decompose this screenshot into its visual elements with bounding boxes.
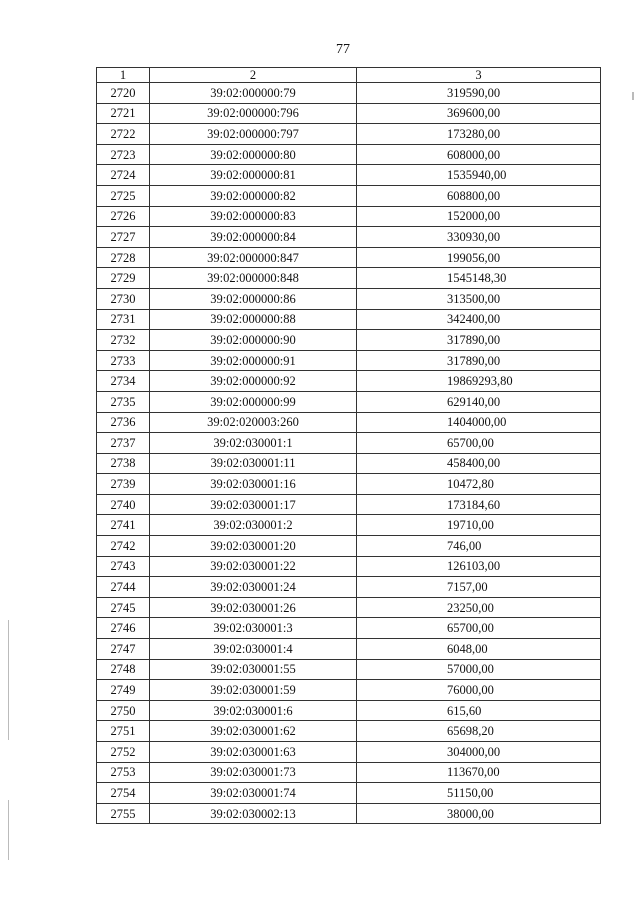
value-cell: 319590,00 <box>357 83 601 104</box>
table-row <box>97 227 601 248</box>
table-row <box>97 680 601 701</box>
row-index-cell: 2720 <box>97 83 150 104</box>
row-index-cell: 2752 <box>97 742 150 763</box>
value-cell: 113670,00 <box>357 762 601 783</box>
row-index-cell: 2735 <box>97 391 150 412</box>
table-row <box>97 515 601 536</box>
value-cell: 51150,00 <box>357 783 601 804</box>
cadastral-number-cell: 39:02:000000:88 <box>150 309 357 330</box>
value-cell: 173280,00 <box>357 124 601 145</box>
page-number: 77 <box>336 42 350 57</box>
table-header <box>97 68 601 83</box>
value-cell: 152000,00 <box>357 206 601 227</box>
row-index-cell: 2721 <box>97 103 150 124</box>
table-row <box>97 144 601 165</box>
row-index-cell: 2742 <box>97 536 150 557</box>
cadastral-number-cell: 39:02:000000:797 <box>150 124 357 145</box>
registry-table <box>96 67 601 824</box>
cadastral-number-cell: 39:02:030001:20 <box>150 536 357 557</box>
value-cell: 1545148,30 <box>357 268 601 289</box>
table-row <box>97 330 601 351</box>
value-cell: 608000,00 <box>357 144 601 165</box>
cadastral-number-cell: 39:02:030001:17 <box>150 494 357 515</box>
table-row <box>97 618 601 639</box>
value-cell: 629140,00 <box>357 391 601 412</box>
cadastral-number-cell: 39:02:030001:6 <box>150 700 357 721</box>
row-index-cell: 2753 <box>97 762 150 783</box>
value-cell: 126103,00 <box>357 556 601 577</box>
row-index-cell: 2755 <box>97 803 150 824</box>
table-row <box>97 412 601 433</box>
table-row <box>97 206 601 227</box>
registry-table-container <box>96 67 600 824</box>
row-index-cell: 2723 <box>97 144 150 165</box>
row-index-cell: 2746 <box>97 618 150 639</box>
value-cell: 317890,00 <box>357 350 601 371</box>
row-index-cell: 2724 <box>97 165 150 186</box>
cadastral-number-cell: 39:02:030001:4 <box>150 639 357 660</box>
cadastral-number-cell: 39:02:030001:16 <box>150 474 357 495</box>
cadastral-number-cell: 39:02:000000:99 <box>150 391 357 412</box>
table-row <box>97 721 601 742</box>
table-row <box>97 556 601 577</box>
row-index-cell: 2747 <box>97 639 150 660</box>
value-cell: 7157,00 <box>357 577 601 598</box>
cadastral-number-cell: 39:02:000000:796 <box>150 103 357 124</box>
cadastral-number-cell: 39:02:030001:26 <box>150 597 357 618</box>
table-row <box>97 536 601 557</box>
scan-margin-mark <box>8 620 9 740</box>
row-index-cell: 2737 <box>97 433 150 454</box>
cadastral-number-cell: 39:02:000000:847 <box>150 247 357 268</box>
row-index-cell: 2734 <box>97 371 150 392</box>
table-body <box>97 83 601 824</box>
cadastral-number-cell: 39:02:000000:79 <box>150 83 357 104</box>
value-cell: 65700,00 <box>357 433 601 454</box>
value-cell: 19869293,80 <box>357 371 601 392</box>
row-index-cell: 2748 <box>97 659 150 680</box>
table-row <box>97 391 601 412</box>
table-row <box>97 659 601 680</box>
row-index-cell: 2740 <box>97 494 150 515</box>
value-cell: 746,00 <box>357 536 601 557</box>
table-row <box>97 700 601 721</box>
value-cell: 1404000,00 <box>357 412 601 433</box>
column-header-3: 3 <box>357 68 601 83</box>
row-index-cell: 2738 <box>97 453 150 474</box>
row-index-cell: 2745 <box>97 597 150 618</box>
table-row <box>97 577 601 598</box>
table-row <box>97 474 601 495</box>
row-index-cell: 2739 <box>97 474 150 495</box>
cadastral-number-cell: 39:02:000000:848 <box>150 268 357 289</box>
table-row <box>97 83 601 104</box>
cadastral-number-cell: 39:02:000000:86 <box>150 288 357 309</box>
column-header-1: 1 <box>97 68 150 83</box>
table-row <box>97 247 601 268</box>
row-index-cell: 2727 <box>97 227 150 248</box>
table-row <box>97 371 601 392</box>
value-cell: 608800,00 <box>357 185 601 206</box>
row-index-cell: 2722 <box>97 124 150 145</box>
row-index-cell: 2751 <box>97 721 150 742</box>
cadastral-number-cell: 39:02:030001:59 <box>150 680 357 701</box>
table-row <box>97 597 601 618</box>
value-cell: 65700,00 <box>357 618 601 639</box>
value-cell: 304000,00 <box>357 742 601 763</box>
cadastral-number-cell: 39:02:030001:62 <box>150 721 357 742</box>
table-row <box>97 309 601 330</box>
row-index-cell: 2725 <box>97 185 150 206</box>
value-cell: 615,60 <box>357 700 601 721</box>
row-index-cell: 2732 <box>97 330 150 351</box>
value-cell: 313500,00 <box>357 288 601 309</box>
value-cell: 38000,00 <box>357 803 601 824</box>
cadastral-number-cell: 39:02:000000:92 <box>150 371 357 392</box>
row-index-cell: 2750 <box>97 700 150 721</box>
cadastral-number-cell: 39:02:030001:74 <box>150 783 357 804</box>
cadastral-number-cell: 39:02:030001:73 <box>150 762 357 783</box>
value-cell: 10472,80 <box>357 474 601 495</box>
table-row <box>97 494 601 515</box>
table-row <box>97 433 601 454</box>
value-cell: 330930,00 <box>357 227 601 248</box>
row-index-cell: 2741 <box>97 515 150 536</box>
row-index-cell: 2729 <box>97 268 150 289</box>
table-row <box>97 165 601 186</box>
table-row <box>97 103 601 124</box>
row-index-cell: 2730 <box>97 288 150 309</box>
cadastral-number-cell: 39:02:030001:63 <box>150 742 357 763</box>
table-row <box>97 803 601 824</box>
table-row <box>97 288 601 309</box>
cadastral-number-cell: 39:02:020003:260 <box>150 412 357 433</box>
cadastral-number-cell: 39:02:000000:84 <box>150 227 357 248</box>
table-row <box>97 783 601 804</box>
value-cell: 173184,60 <box>357 494 601 515</box>
value-cell: 57000,00 <box>357 659 601 680</box>
cadastral-number-cell: 39:02:000000:82 <box>150 185 357 206</box>
header-row <box>97 68 601 83</box>
scan-margin-mark <box>632 92 634 100</box>
cadastral-number-cell: 39:02:030001:22 <box>150 556 357 577</box>
cadastral-number-cell: 39:02:000000:83 <box>150 206 357 227</box>
cadastral-number-cell: 39:02:030001:24 <box>150 577 357 598</box>
value-cell: 317890,00 <box>357 330 601 351</box>
row-index-cell: 2731 <box>97 309 150 330</box>
table-row <box>97 453 601 474</box>
cadastral-number-cell: 39:02:030001:2 <box>150 515 357 536</box>
value-cell: 199056,00 <box>357 247 601 268</box>
table-row <box>97 762 601 783</box>
column-header-2: 2 <box>150 68 357 83</box>
row-index-cell: 2754 <box>97 783 150 804</box>
table-row <box>97 124 601 145</box>
cadastral-number-cell: 39:02:000000:90 <box>150 330 357 351</box>
cadastral-number-cell: 39:02:030001:3 <box>150 618 357 639</box>
value-cell: 19710,00 <box>357 515 601 536</box>
row-index-cell: 2726 <box>97 206 150 227</box>
cadastral-number-cell: 39:02:030001:1 <box>150 433 357 454</box>
cadastral-number-cell: 39:02:030002:13 <box>150 803 357 824</box>
value-cell: 342400,00 <box>357 309 601 330</box>
table-row <box>97 350 601 371</box>
row-index-cell: 2733 <box>97 350 150 371</box>
cadastral-number-cell: 39:02:030001:55 <box>150 659 357 680</box>
scan-margin-mark <box>8 800 9 860</box>
table-row <box>97 639 601 660</box>
cadastral-number-cell: 39:02:000000:80 <box>150 144 357 165</box>
cadastral-number-cell: 39:02:000000:91 <box>150 350 357 371</box>
value-cell: 76000,00 <box>357 680 601 701</box>
value-cell: 65698,20 <box>357 721 601 742</box>
value-cell: 1535940,00 <box>357 165 601 186</box>
table-row <box>97 268 601 289</box>
row-index-cell: 2743 <box>97 556 150 577</box>
table-row <box>97 185 601 206</box>
row-index-cell: 2744 <box>97 577 150 598</box>
value-cell: 23250,00 <box>357 597 601 618</box>
cadastral-number-cell: 39:02:030001:11 <box>150 453 357 474</box>
row-index-cell: 2736 <box>97 412 150 433</box>
cadastral-number-cell: 39:02:000000:81 <box>150 165 357 186</box>
value-cell: 6048,00 <box>357 639 601 660</box>
value-cell: 458400,00 <box>357 453 601 474</box>
row-index-cell: 2749 <box>97 680 150 701</box>
value-cell: 369600,00 <box>357 103 601 124</box>
row-index-cell: 2728 <box>97 247 150 268</box>
table-row <box>97 742 601 763</box>
